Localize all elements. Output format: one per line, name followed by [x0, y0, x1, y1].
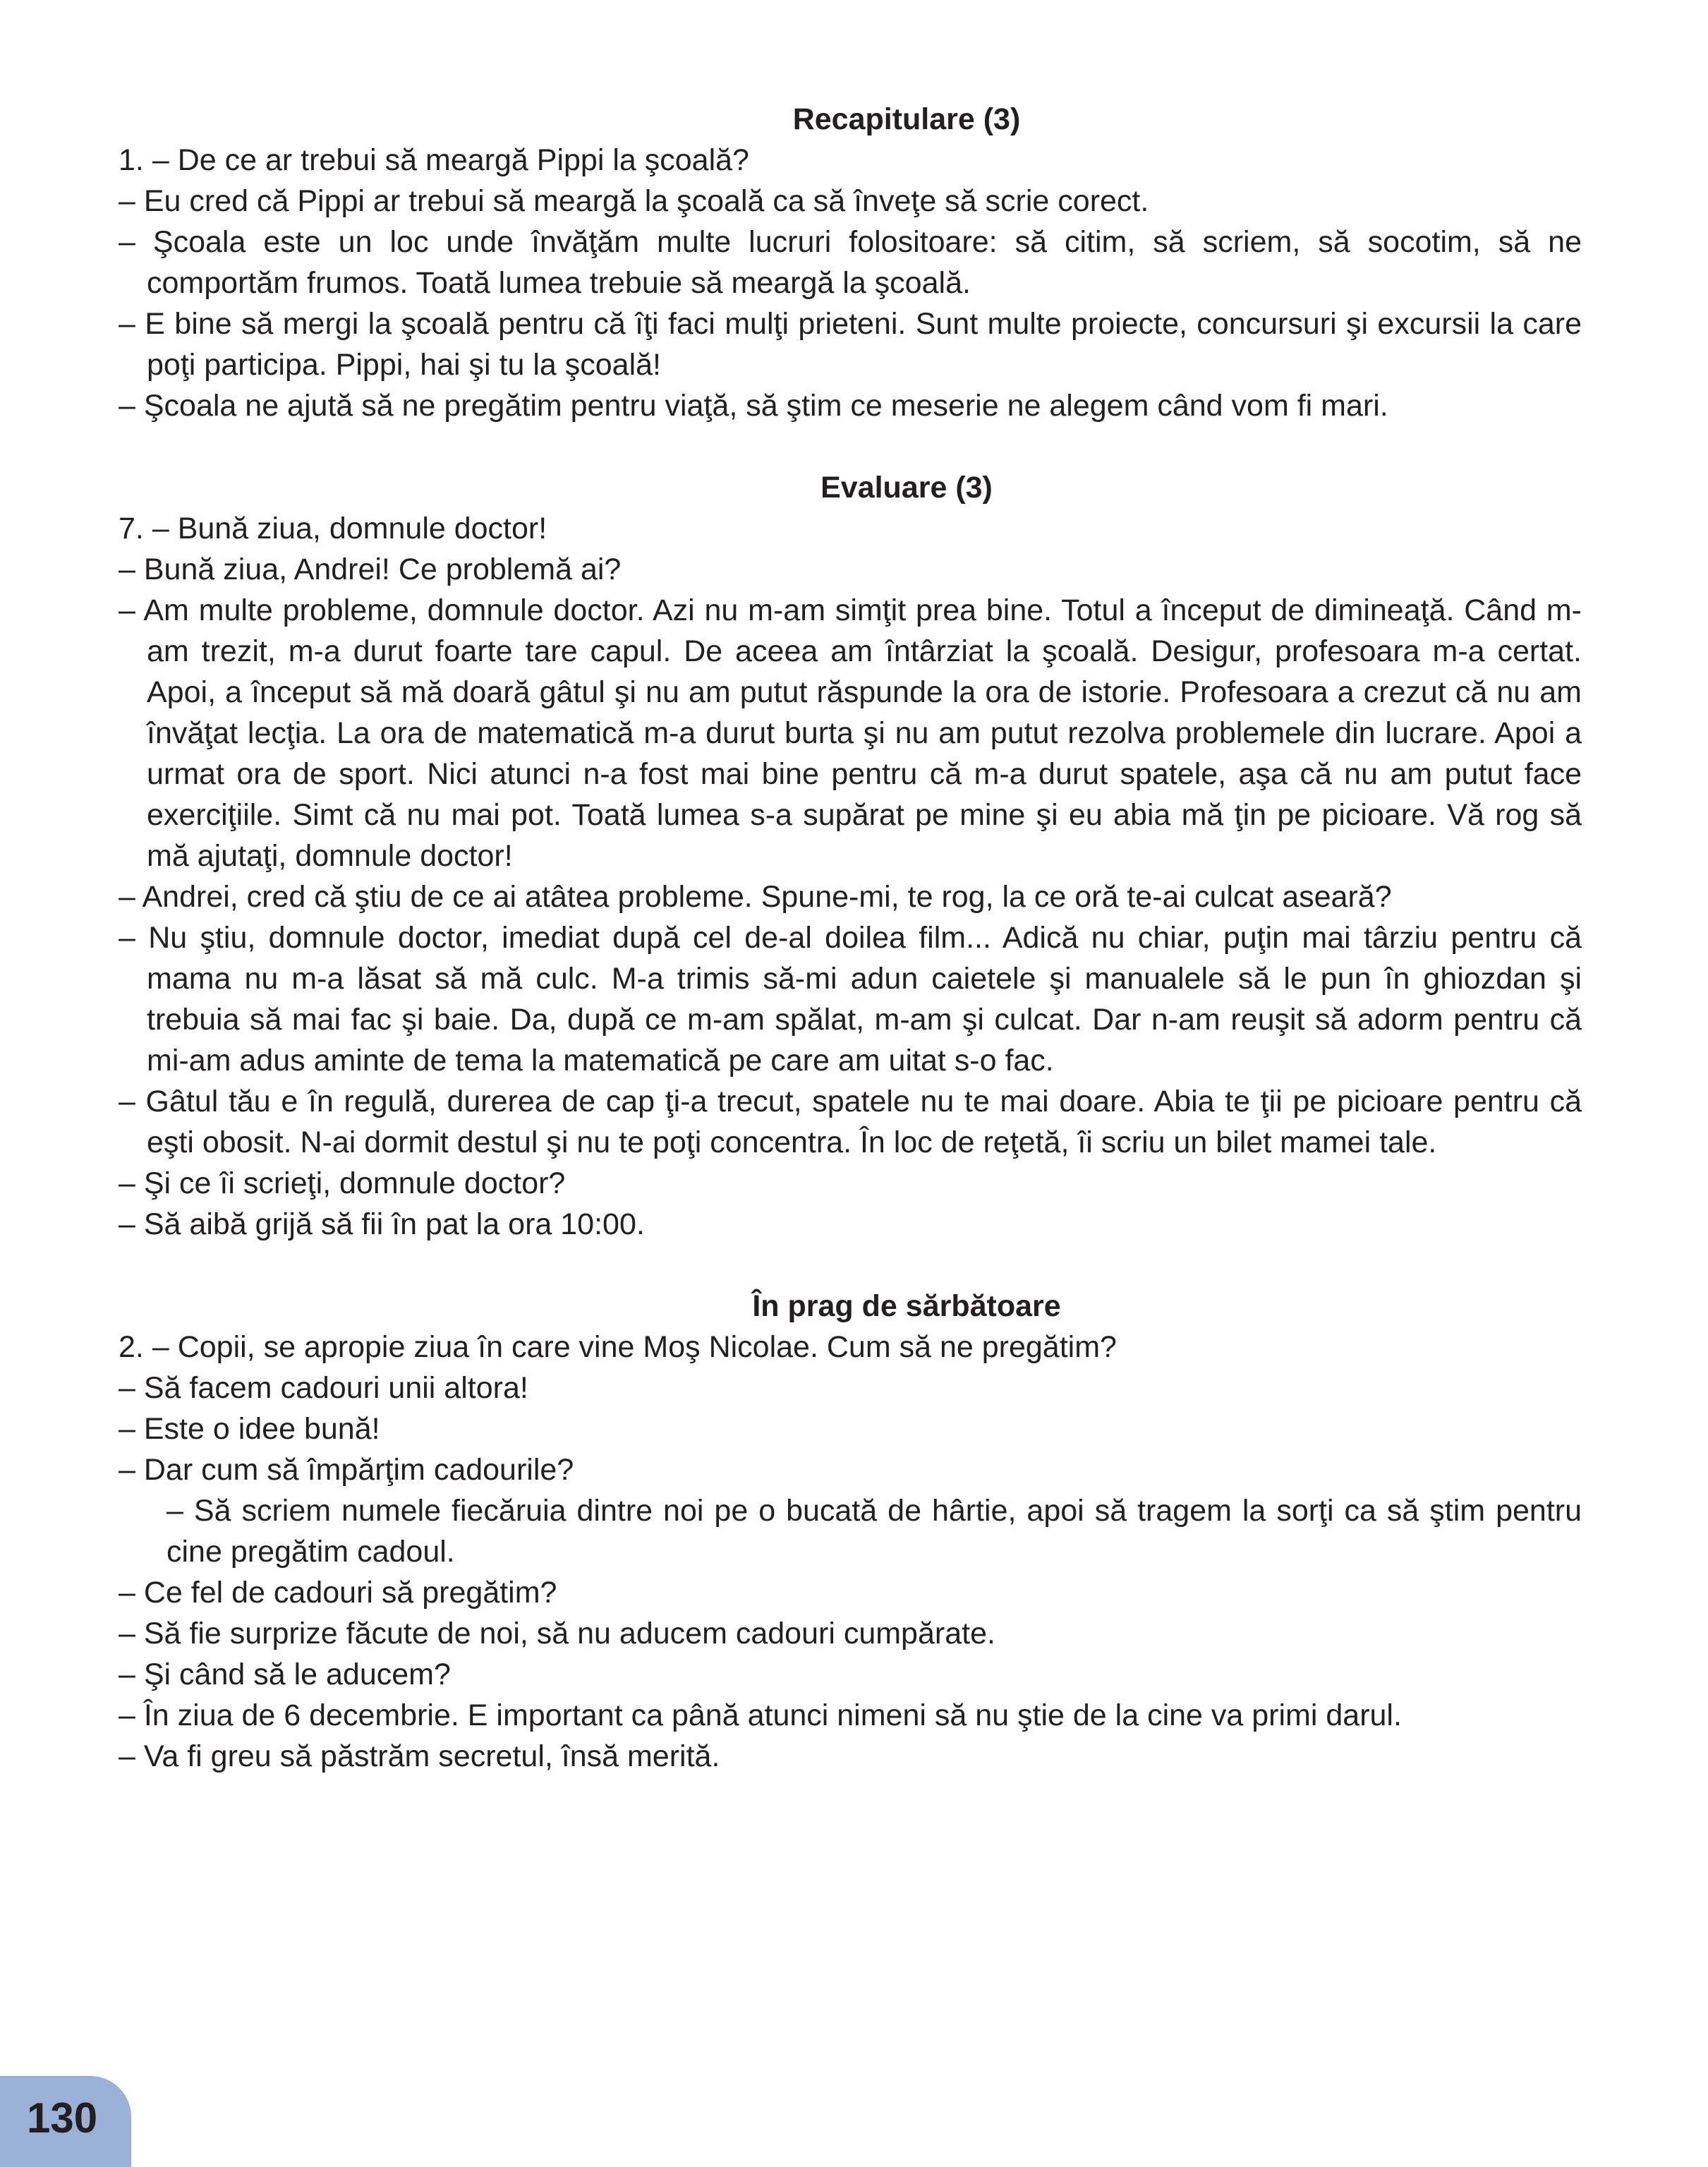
dialogue-text: – Şcoala este un loc unde învăţăm multe lucruri folositoare: să citim, să scriem, să socotim, să ne comportăm frumos. Toată lumea trebuie să meargă la şcoală.: [119, 225, 1582, 300]
exercise-number: 2.: [119, 1330, 144, 1364]
section-evaluare: [119, 467, 1582, 1245]
dialogue-text: – Să facem cadouri unii altora!: [119, 1371, 528, 1405]
dialogue-line: [119, 1163, 1582, 1204]
dialogue-line: [119, 1204, 1582, 1245]
dialogue-text: – Copii, se apropie ziua în care vine Moş Nicolae. Cum să ne pregătim?: [152, 1330, 1117, 1364]
section-title: Recapitulare (3): [792, 102, 1021, 136]
dialogue-text: – E bine să mergi la şcoală pentru că îţi faci mulţi prieteni. Sunt multe proiecte, concursuri şi excursii la care poţi participa. Pippi, hai şi tu la şcoală!: [119, 307, 1582, 382]
dialogue-line: [119, 508, 1582, 549]
dialogue-line: [119, 876, 1582, 917]
dialogue-line: [119, 1408, 1582, 1449]
dialogue-line: [119, 1449, 1582, 1490]
dialogue-line: [119, 1695, 1582, 1736]
exercise-number: 1.: [119, 143, 144, 177]
dialogue-line: [119, 549, 1582, 590]
dialogue-line: [119, 1572, 1582, 1613]
dialogue-text: – Şcoala ne ajută să ne pregătim pentru viaţă, să ştim ce meserie ne alegem când vom fi mari.: [119, 389, 1388, 423]
dialogue-text: – Să aibă grijă să fii în pat la ora 10:00.: [119, 1207, 645, 1241]
dialogue-text: – Nu ştiu, domnule doctor, imediat după cel de-al doilea film... Adică nu chiar, puţin mai târziu pentru că mama nu m-a lăsat să mă culc. M-a trimis să-mi adun caietele şi manualele să le pun în ghiozdan şi trebuia să mai fac şi baie. Da, după ce m-am spălat, m-am şi culcat. Dar n-am reuşit să adorm pentru că mi-am adus aminte de tema la matematică pe care am uitat s-o fac.: [119, 921, 1582, 1078]
dialogue-text: – Bună ziua, Andrei! Ce problemă ai?: [119, 553, 622, 586]
dialogue-text: – Andrei, cred că ştiu de ce ai atâtea probleme. Spune-mi, te rog, la ce oră te-ai culcat aseară?: [119, 880, 1392, 914]
dialogue-text: – Dar cum să împărţim cadourile?: [119, 1453, 574, 1487]
dialogue-line: [119, 222, 1582, 303]
dialogue-text: – Va fi greu să păstrăm secretul, însă merită.: [119, 1739, 720, 1773]
page-content: [119, 99, 1582, 1777]
section-title: Evaluare (3): [820, 471, 993, 505]
dialogue-text: – Să scriem numele fiecăruia dintre noi pe o bucată de hârtie, apoi să tragem la sorţi ca să ştim pentru cine pregătim cadoul.: [166, 1494, 1582, 1569]
dialogue-text: – Bună ziua, domnule doctor!: [152, 512, 547, 545]
section-title: În prag de sărbătoare: [752, 1289, 1061, 1323]
dialogue-line: [119, 1368, 1582, 1408]
exercise-number: 7.: [119, 512, 144, 545]
dialogue-line: [119, 181, 1582, 222]
dialogue-line: [119, 1654, 1582, 1695]
dialogue-text: – Eu cred că Pippi ar trebui să meargă la şcoală ca să înveţe să scrie corect.: [119, 184, 1149, 218]
dialogue-text: – Şi când să le aducem?: [119, 1658, 451, 1691]
dialogue-text: – Este o idee bună!: [119, 1412, 380, 1446]
dialogue-line: [119, 917, 1582, 1081]
dialogue-text: – Gâtul tău e în regulă, durerea de cap ţi-a trecut, spatele nu te mai doare. Abia te ţii pe picioare pentru că eşti obosit. N-ai dormit destul şi nu te poţi concentra. În loc de reţetă, îi scriu un bilet mamei tale.: [119, 1085, 1582, 1159]
dialogue-line: [119, 140, 1582, 181]
dialogue-text: – Am multe probleme, domnule doctor. Azi nu m-am simţit prea bine. Totul a început de dimineaţă. Când m-am trezit, m-a durut foarte tare capul. De aceea am întârziat la şcoală. Desigur, profesoara m-a certat. Apoi, a început să mă doară gâtul şi nu am putut răspunde la ora de istorie. Profesoara a crezut că nu am învăţat lecţia. La ora de matematică m-a durut burta şi nu am putut rezolva problemele din lucrare. Apoi a urmat ora de sport. Nici atunci n-a fost mai bine pentru că m-a durut spatele, aşa că nu am putut face exerciţiile. Simt că nu mai pot. Toată lumea s-a supărat pe mine şi eu abia mă ţin pe picioare. Vă rog să mă ajutaţi, domnule doctor!: [119, 593, 1582, 873]
dialogue-line: [119, 1490, 1582, 1572]
dialogue-line: [119, 1327, 1582, 1368]
dialogue-text: – În ziua de 6 decembrie. E important ca până atunci nimeni să nu ştie de la cine va primi darul.: [119, 1698, 1402, 1732]
dialogue-line: [119, 303, 1582, 385]
section-recapitulare: [119, 99, 1582, 426]
dialogue-text: – Să fie surprize făcute de noi, să nu aducem cadouri cumpărate.: [119, 1617, 995, 1650]
dialogue-text: – De ce ar trebui să meargă Pippi la şcoală?: [152, 143, 749, 177]
dialogue-line: [119, 1736, 1582, 1777]
dialogue-text: – Şi ce îi scrieţi, domnule doctor?: [119, 1166, 566, 1200]
dialogue-text: – Ce fel de cadouri să pregătim?: [119, 1576, 557, 1610]
dialogue-line: [119, 590, 1582, 876]
dialogue-line: [119, 385, 1582, 426]
dialogue-line: [119, 1081, 1582, 1163]
section-prag-de-sarbatoare: [119, 1286, 1582, 1777]
dialogue-line: [119, 1613, 1582, 1654]
page-number: 130: [27, 2094, 98, 2142]
page-number-tab: [0, 2076, 131, 2167]
